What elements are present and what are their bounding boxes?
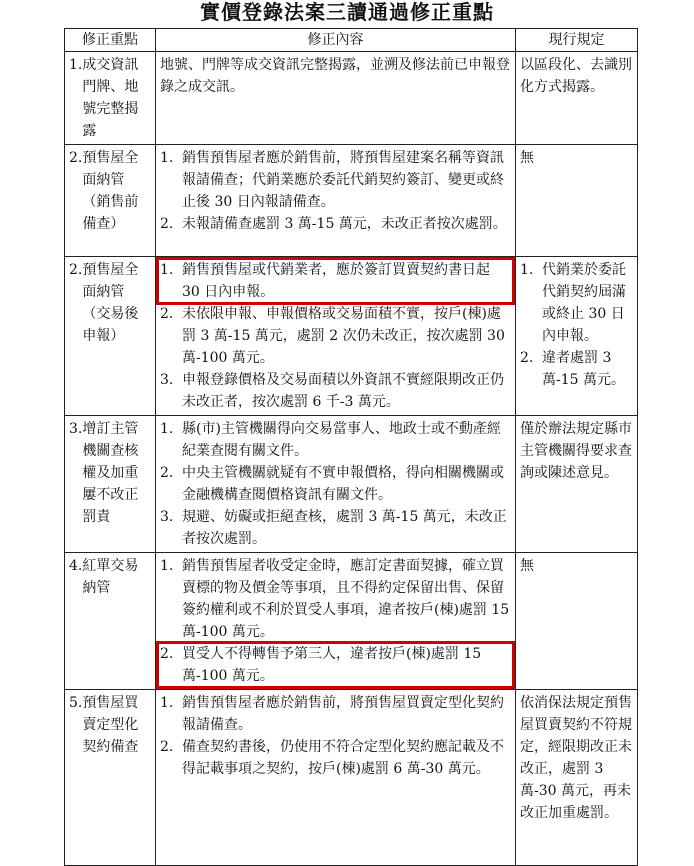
content-item [158,259,513,303]
current-rule-item [520,347,633,391]
topic-text: 預售屋買賣定型化契約備查 [82,695,139,755]
content-item [158,643,513,687]
current-rule-item [520,54,633,98]
item-text: 申報登錄價格及交易面積以外資訊不實經限期改正仍未改正者，按次處罰 6 千-3 萬元。 [182,372,504,410]
item-number: 2. [160,216,174,232]
header-current: 現行規定 [516,29,638,52]
current-rule-item [520,418,633,484]
item-number: 1. [160,558,174,574]
content-cell [156,690,516,866]
item-text: 備查契約書後，仍使用不符合定型化契約應記載及不得記載事項之契約，按戶(棟)處罰 6 萬-30 萬元。 [182,739,504,777]
table-row [65,145,638,257]
topic-cell [65,690,156,866]
content-item [160,736,511,780]
content-item [160,462,511,506]
item-number: 2. [160,465,174,481]
item-text: 代銷業於委託代銷契約屆滿或終止 30 日內申報。 [542,262,626,344]
topic-number: 4. [69,558,83,574]
content-item [160,303,511,369]
topic-number: 2. [69,150,83,166]
item-number: 2. [160,646,174,662]
topic-number: 2. [69,262,83,278]
item-number: 3. [160,372,174,388]
current-rule-item [520,555,633,577]
item-text: 規避、妨礙或拒絕查核，處罰 3 萬-15 萬元，未改正者按次處罰。 [182,509,507,547]
topic-number: 3. [69,421,83,437]
amendment-table [64,28,638,866]
item-text: 無 [520,150,534,166]
table-row [65,52,638,145]
content-item [160,692,511,736]
current-rule-item [520,259,633,347]
item-number: 1. [160,421,174,437]
item-text: 銷售預售屋或代銷業者，應於簽訂買賣契約書日起 30 日內申報。 [182,262,490,300]
item-text: 無 [520,558,534,574]
topic-cell [65,553,156,690]
item-number: 2. [160,306,174,322]
content-item [160,418,511,462]
item-number: 1. [160,262,174,278]
current-rule-item [520,692,633,824]
current-rule-cell [516,52,638,145]
content-cell [156,145,516,257]
item-text: 銷售預售屋者應於銷售前，將預售屋建案名稱等資訊報請備查；代銷業應於委託代銷契約簽訂、變更或終止後 30 日內報請備查。 [182,150,504,210]
topic-text: 預售屋全面納管（銷售前備查） [82,150,139,232]
item-text: 銷售預售屋者收受定金時，應訂定書面契據，確立買賣標的物及價金等事項，且不得約定保留出售、保留簽約權利或不利於買受人事項，違者按戶(棟)處罰 15 萬-100 萬元。 [182,558,510,640]
item-number: 1. [160,150,174,166]
current-rule-item [520,147,633,169]
header-row [65,29,638,52]
table-row [65,257,638,416]
item-text: 買受人不得轉售予第三人，違者按戶(棟)處罰 15 萬-100 萬元。 [182,646,482,684]
topic-text: 預售屋全面納管（交易後申報） [82,262,139,344]
content-cell [156,52,516,145]
table-row [65,416,638,553]
current-rule-cell [516,416,638,553]
topic-text: 增訂主管機關查核權及加重屢不改正罰責 [82,421,139,525]
item-text: 違者處罰 3 萬-15 萬元。 [542,350,625,388]
current-rule-cell [516,690,638,866]
content-item [160,506,511,550]
current-rule-cell [516,257,638,416]
item-text: 依消保法規定預售屋買賣契約不符規定，經限期改正未改正，處罰 3 萬-30 萬元，再未改正加重處罰。 [520,695,632,821]
item-text: 縣(市)主管機關得向交易當事人、地政士或不動產經紀業查閱有關文件。 [182,421,501,459]
topic-text: 成交資訊門牌、地號完整揭露 [82,57,139,139]
current-rule-cell [516,145,638,257]
item-text: 未依限申報、申報價格或交易面積不實，按戶(棟)處罰 3 萬-15 萬元，處罰 2 次仍未改正，按次處罰 30 萬-100 萬元。 [182,306,505,366]
content-cell [156,257,516,416]
item-text: 僅於辦法規定縣市主管機關得要求查詢或陳述意見。 [520,421,632,481]
content-item [160,213,511,235]
topic-cell [65,52,156,145]
item-text: 以區段化、去識別化方式揭露。 [520,57,632,95]
content-item [160,369,511,413]
content-item [160,147,511,213]
topic-cell [65,145,156,257]
header-topic: 修正重點 [65,29,156,52]
topic-number: 1. [69,57,83,73]
topic-cell [65,416,156,553]
topic-number: 5. [69,695,83,711]
item-text: 中央主管機關就疑有不實申報價格，得向相關機關或金融機構查閱價格資訊有關文件。 [182,465,504,503]
item-number: 2. [520,350,534,366]
item-number: 2. [160,739,174,755]
content-item [160,555,511,643]
header-content: 修正內容 [156,29,516,52]
item-number: 3. [160,509,174,525]
page-title: 實價登錄法案三讀通過修正重點 [200,0,494,24]
table-row [65,553,638,690]
content-cell [156,553,516,690]
item-text: 銷售預售屋者應於銷售前，將預售屋買賣定型化契約報請備查。 [182,695,504,733]
item-text: 未報請備查處罰 3 萬-15 萬元，未改正者按次處罰。 [182,216,507,232]
current-rule-cell [516,553,638,690]
topic-cell [65,257,156,416]
content-cell [156,416,516,553]
table-row [65,690,638,866]
topic-text: 紅單交易納管 [82,558,139,596]
item-number: 1. [160,695,174,711]
item-number: 1. [520,262,534,278]
content-text: 地號、門牌等成交資訊完整揭露，並溯及修法前已申報登錄之成交訊。 [160,57,510,95]
